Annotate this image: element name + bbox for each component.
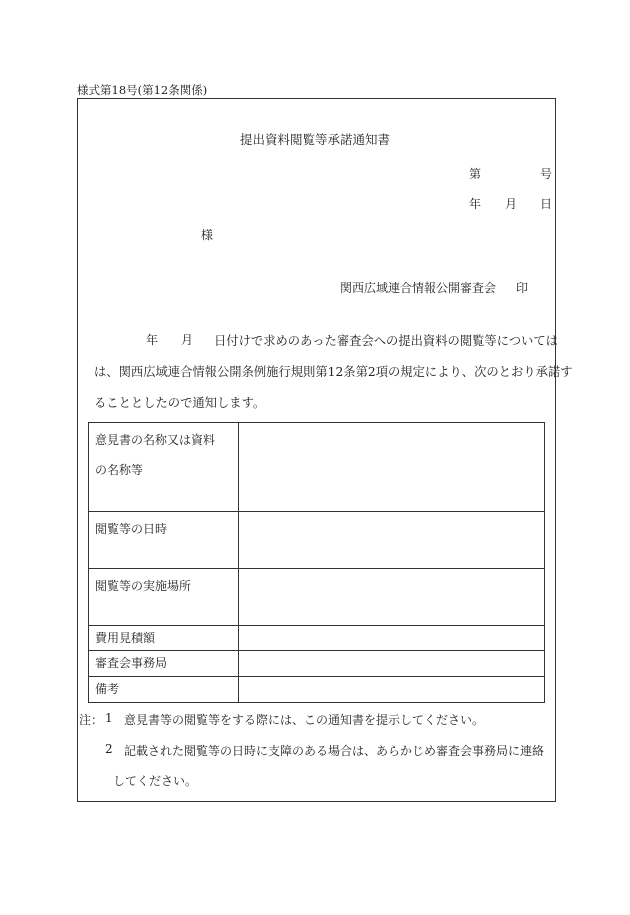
addressee-suffix: 様 [201,228,214,242]
seal-mark: 印 [516,281,529,295]
issuer-name: 関西広域連合情報公開審査会 [340,281,497,295]
date-month-label: 月 [505,197,518,211]
table-row [89,569,545,626]
row-label [89,512,239,569]
table-row [89,512,545,569]
form-number-label: 様式第18号(第12条関係) [77,83,208,97]
body-line-1: 日付けで求めのあった審査会への提出資料の閲覧等については [214,334,558,348]
number-prefix: 第 [469,167,482,181]
row-label: 費用見積額 [89,626,239,651]
row-value-field[interactable] [239,423,545,512]
body-line-2: は、関西広域連合情報公開条例施行規則第12条第2項の規定により、次のとおり承諾す [94,365,573,379]
row-value-field[interactable] [239,569,545,626]
row-label-line: 閲覧等の日時 [95,522,168,536]
row-label: 審査会事務局 [89,651,239,677]
notes-prefix: 注： [79,713,104,727]
row-label: 備考 [89,677,239,703]
row-label [89,569,239,626]
note-2-number: 2 [105,742,113,756]
table-row [89,423,545,512]
number-suffix: 号 [540,167,553,181]
row-label-line: の名称等 [95,463,144,477]
body-line-3: ることとしたので通知します。 [94,396,266,410]
row-label [89,423,239,512]
row-value-field[interactable] [239,626,545,651]
note-2-text: 記載された閲覧等の日時に支障のある場合は、あらかじめ審査会事務局に連絡 [124,744,545,758]
row-label-line: 意見書の名称又は資料 [95,433,216,447]
row-value-field[interactable] [239,677,545,703]
date-day-label: 日 [540,197,553,211]
note-1-text: 意見書等の閲覧等をする際には、この通知書を提示してください。 [124,713,485,727]
row-value-field[interactable] [239,651,545,677]
body-month-label: 月 [181,333,194,347]
table-row [89,651,545,677]
body-year-label: 年 [146,333,159,347]
row-label-line: 閲覧等の実施場所 [95,579,192,593]
date-year-label: 年 [469,197,482,211]
note-1-number: 1 [105,711,113,725]
note-2-continuation: してください。 [113,774,198,788]
table-row [89,677,545,703]
info-table [88,422,545,703]
row-value-field[interactable] [239,512,545,569]
table-row [89,626,545,651]
document-title: 提出資料閲覧等承諾通知書 [239,132,390,147]
